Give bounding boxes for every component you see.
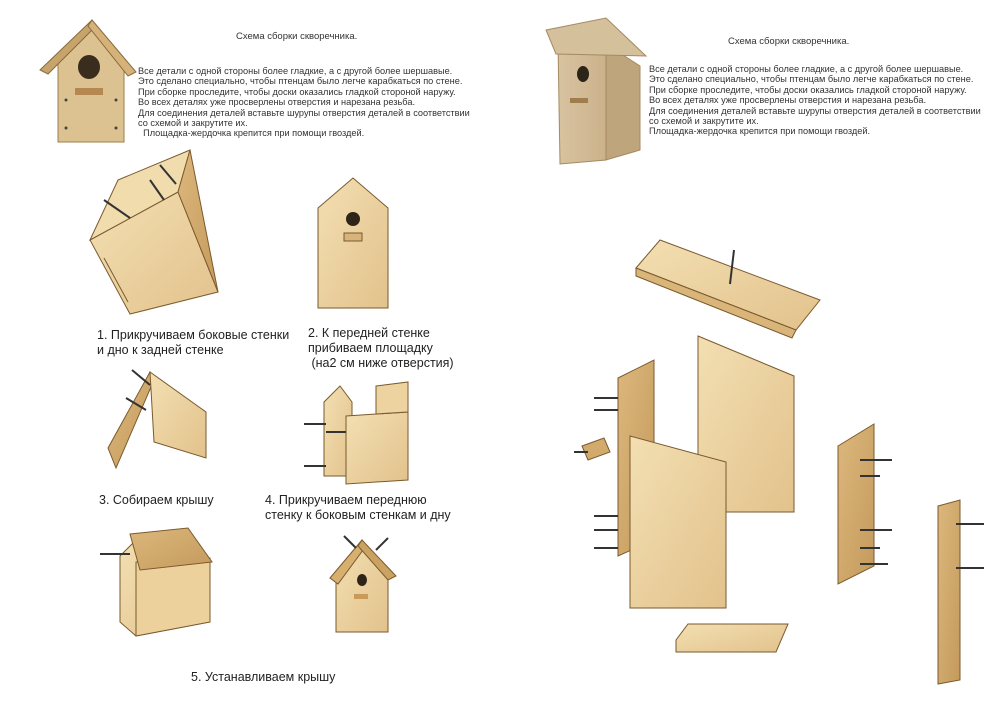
right-line: Для соединения деталей вставьте шурупы отверстия деталей в соответствии (649, 105, 981, 116)
step-4-line: 4. Прикручиваем переднюю (265, 493, 427, 507)
left-line: Для соединения деталей вставьте шурупы отверстия деталей в соответствии (138, 107, 470, 118)
birdhouse-photo-left (40, 20, 136, 142)
right-title: Схема сборки скворечника. (728, 36, 850, 47)
step3-roof-drawing (108, 370, 206, 468)
right-line: При сборке проследите, чтобы доски оказались гладкой стороной наружу. (649, 84, 967, 95)
step-1-line: 1. Прикручиваем боковые стенки (97, 328, 290, 342)
step5-birdhouse-drawing (330, 536, 396, 632)
step-1-line: и дно к задней стенке (97, 343, 224, 357)
step-4-line: стенку к боковым стенкам и дну (265, 508, 451, 522)
step-2-caption (308, 326, 454, 371)
left-line: Все детали с одной стороны более гладкие, а с другой более шершавые. (138, 66, 453, 76)
step-5-line: 5. Устанавливаем крышу (191, 670, 336, 684)
step2-front-panel-drawing (318, 178, 388, 308)
step-2-line: 2. К передней стенке (308, 326, 430, 340)
right-line: со схемой и закрутите их. (649, 116, 759, 127)
left-line: со схемой и закрутите их. (138, 118, 248, 129)
step4-box-drawing (304, 382, 408, 484)
step-2-line: прибиваем площадку (308, 341, 433, 355)
left-line: Во всех деталях уже просверлены отверстия и нарезана резьба. (138, 97, 415, 108)
right-line: Площадка-жердочка крепится при помощи гвоздей. (649, 126, 871, 137)
step-3-caption (99, 493, 214, 508)
exploded-view-drawing (574, 240, 984, 684)
step-1-caption (97, 328, 289, 358)
birdhouse-photo-right (546, 18, 646, 164)
left-line: Это сделано специально, чтобы птенцам было легче карабкаться по стене. (138, 76, 463, 87)
step-2-line: (на2 см ниже отверстия) (308, 356, 454, 370)
right-instructions (649, 64, 981, 137)
left-instructions (138, 66, 470, 139)
step-5-caption (191, 670, 335, 685)
right-line: Во всех деталях уже просверлены отверстия и нарезана резьба. (649, 95, 926, 106)
right-line: Все детали с одной стороны более гладкие, а с другой более шершавые. (649, 64, 964, 74)
step-3-line: 3. Собираем крышу (99, 493, 214, 507)
left-line: При сборке проследите, чтобы доски оказались гладкой стороной наружу. (138, 86, 456, 97)
left-line: Площадка-жердочка крепится при помощи гвоздей. (138, 128, 365, 139)
step-4-caption (265, 493, 451, 523)
step1-box-drawing (90, 150, 218, 314)
right-line: Это сделано специально, чтобы птенцам было легче карабкаться по стене. (649, 74, 974, 85)
left-title: Схема сборки скворечника. (236, 31, 358, 42)
step5-box-drawing (100, 528, 212, 636)
